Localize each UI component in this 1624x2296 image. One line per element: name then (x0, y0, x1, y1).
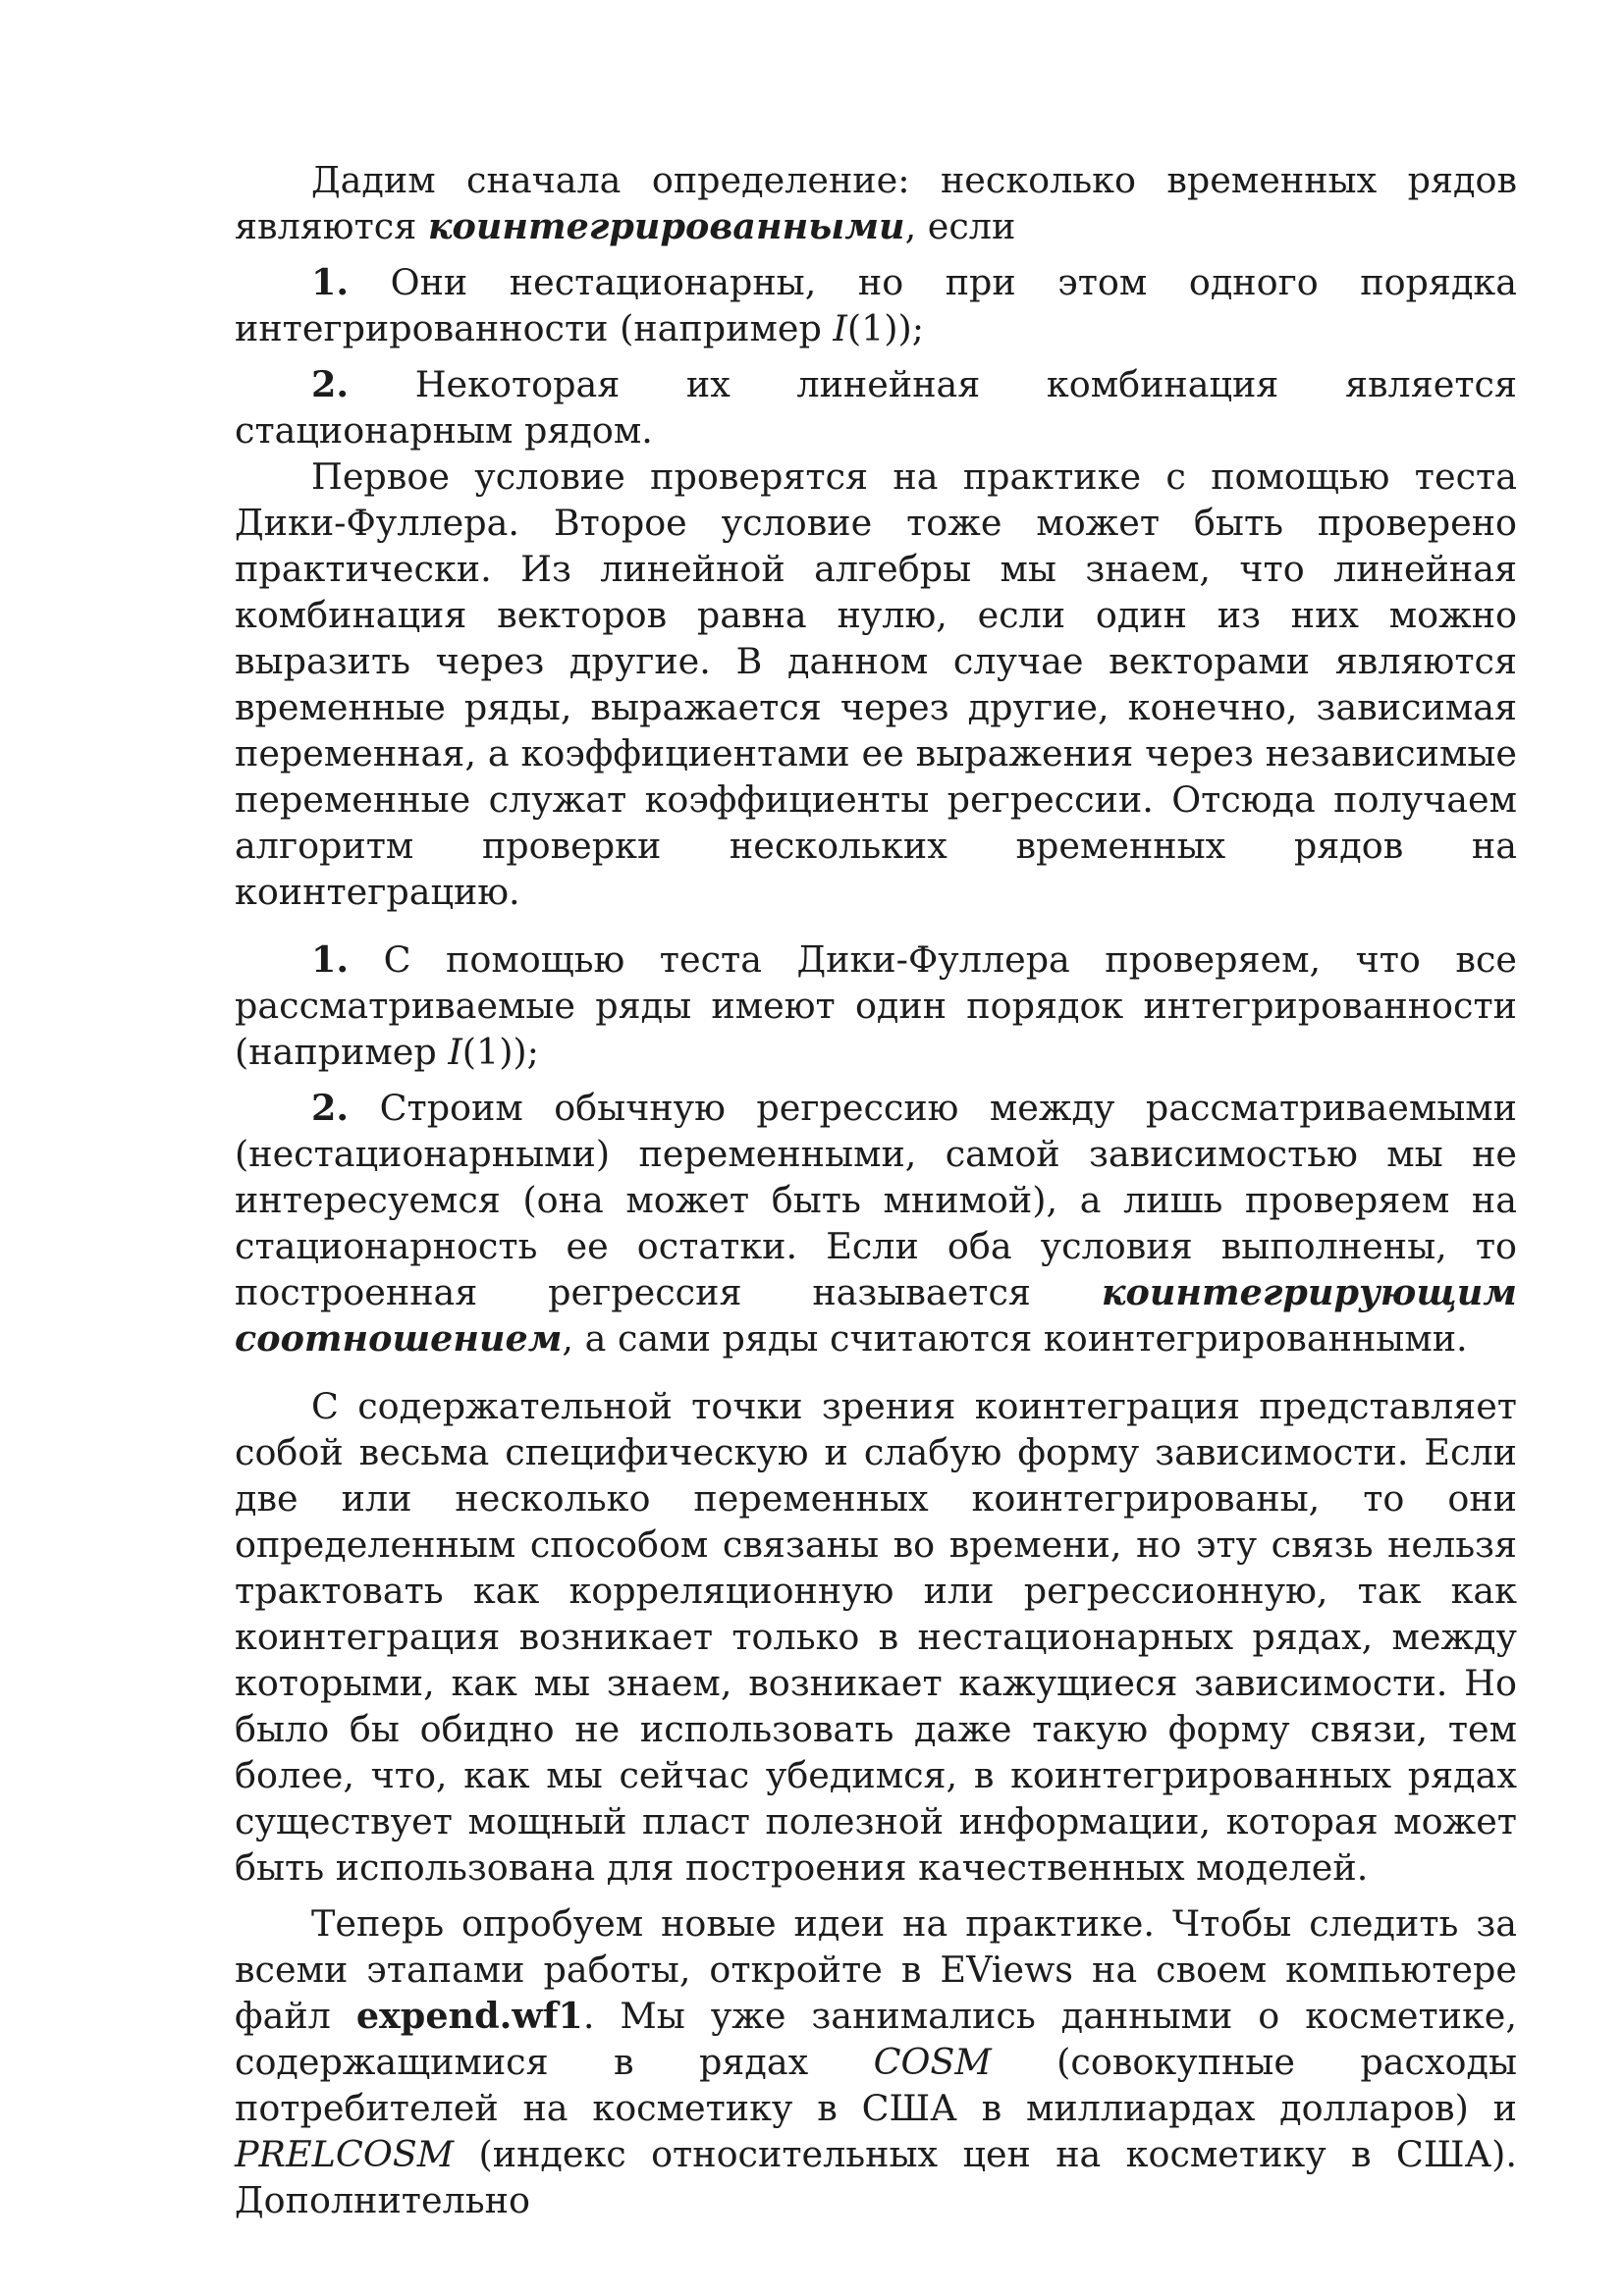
condition-1-paragraph (235, 259, 1517, 351)
practice-mid-2: (совокупные расходы потребителей на косметику в США в миллиардах долларов) и (235, 2041, 1517, 2129)
step-1-math-var: I (448, 1031, 462, 1073)
practice-tail: (индекс относительных цен на косметику в США). Дополнительно (235, 2133, 1517, 2221)
condition-1-math-var: I (833, 307, 847, 349)
condition-1-math-rest: (1)); (846, 307, 925, 349)
definition-intro: Дадим сначала определение: несколько временных рядов являются (235, 159, 1517, 247)
step-1-math-rest: (1)); (461, 1031, 539, 1073)
definition-paragraph (235, 157, 1517, 249)
practice-mid-1: . Мы уже занимались данными о косметике, содержащимися в рядах (235, 1995, 1517, 2083)
step-2-text: Строим обычную регрессию между рассматриваемыми (нестационарными) переменными, самой зависимостью мы не интересуемся (она может быть мнимой), а лишь проверяем на стационарность ее остатки. Если оба условия выполнены, то построенная регрессия называется (235, 1087, 1517, 1313)
file-name: expend.wf1 (355, 1995, 583, 2037)
step-1-paragraph (235, 936, 1517, 1075)
term-cointegrating-relation: коинтегрирующим соотношением (235, 1271, 1517, 1360)
series-cosm: COSM (873, 2041, 992, 2083)
condition-2-text: Некоторая их линейная комбинация является стационарным рядом. (235, 363, 1517, 452)
condition-1-text: Они нестационарны, но при этом одного порядка интегрированности (например (235, 261, 1517, 349)
series-prelcosm: PRELCOSM (235, 2133, 455, 2175)
condition-2-paragraph (235, 361, 1517, 454)
definition-tail: , если (904, 205, 1016, 247)
practice-intro: Теперь опробуем новые идеи на практике. Чтобы следить за всеми этапами работы, откройте в EViews на своем компьютере файл (235, 1902, 1517, 2037)
practice-paragraph (235, 1900, 1517, 2223)
term-cointegrated: коинтегрированными (427, 205, 905, 247)
document-page (235, 157, 1517, 2223)
algorithm-intro-paragraph: Первое условие проверятся на практике с помощью теста Дики-Фуллера. Второе условие тоже может быть проверено практически. Из линейной алгебры мы знаем, что линейная комбинация векторов равна нулю, если один из них можно выразить через другие. В данном случае векторами являются временные ряды, выражается через другие, конечно, зависимая переменная, а коэффициентами ее выражения через независимые переменные служат коэффициенты регрессии. Отсюда получаем алгоритм проверки нескольких временных рядов на коинтеграцию. (235, 455, 1517, 913)
step-2-number: 2. (311, 1087, 350, 1129)
interpretation-paragraph: С содержательной точки зрения коинтеграция представляет собой весьма специфическую и слабую форму зависимости. Если две или несколько переменных коинтегрированы, то они определенным способом связаны во времени, но эту связь нельзя трактовать как корреляционную или регрессионную, так как коинтеграция возникает только в нестационарных рядах, между которыми, как мы знаем, возникает кажущиеся зависимости. Но было бы обидно не использовать даже такую форму связи, тем более, что, как мы сейчас убедимся, в коинтегрированных рядах существует мощный пласт полезной информации, которая может быть использована для построения качественных моделей. (235, 1385, 1517, 1889)
condition-1-number: 1. (311, 261, 350, 303)
step-2-paragraph (235, 1085, 1517, 1362)
step-1-number: 1. (311, 938, 350, 981)
step-1-text: С помощью теста Дики-Фуллера проверяем, что все рассматриваемые ряды имеют один порядок интегрированности (например (235, 938, 1517, 1073)
step-2-tail: , а сами ряды считаются коинтегрированными. (562, 1317, 1468, 1360)
condition-2-number: 2. (311, 363, 350, 405)
